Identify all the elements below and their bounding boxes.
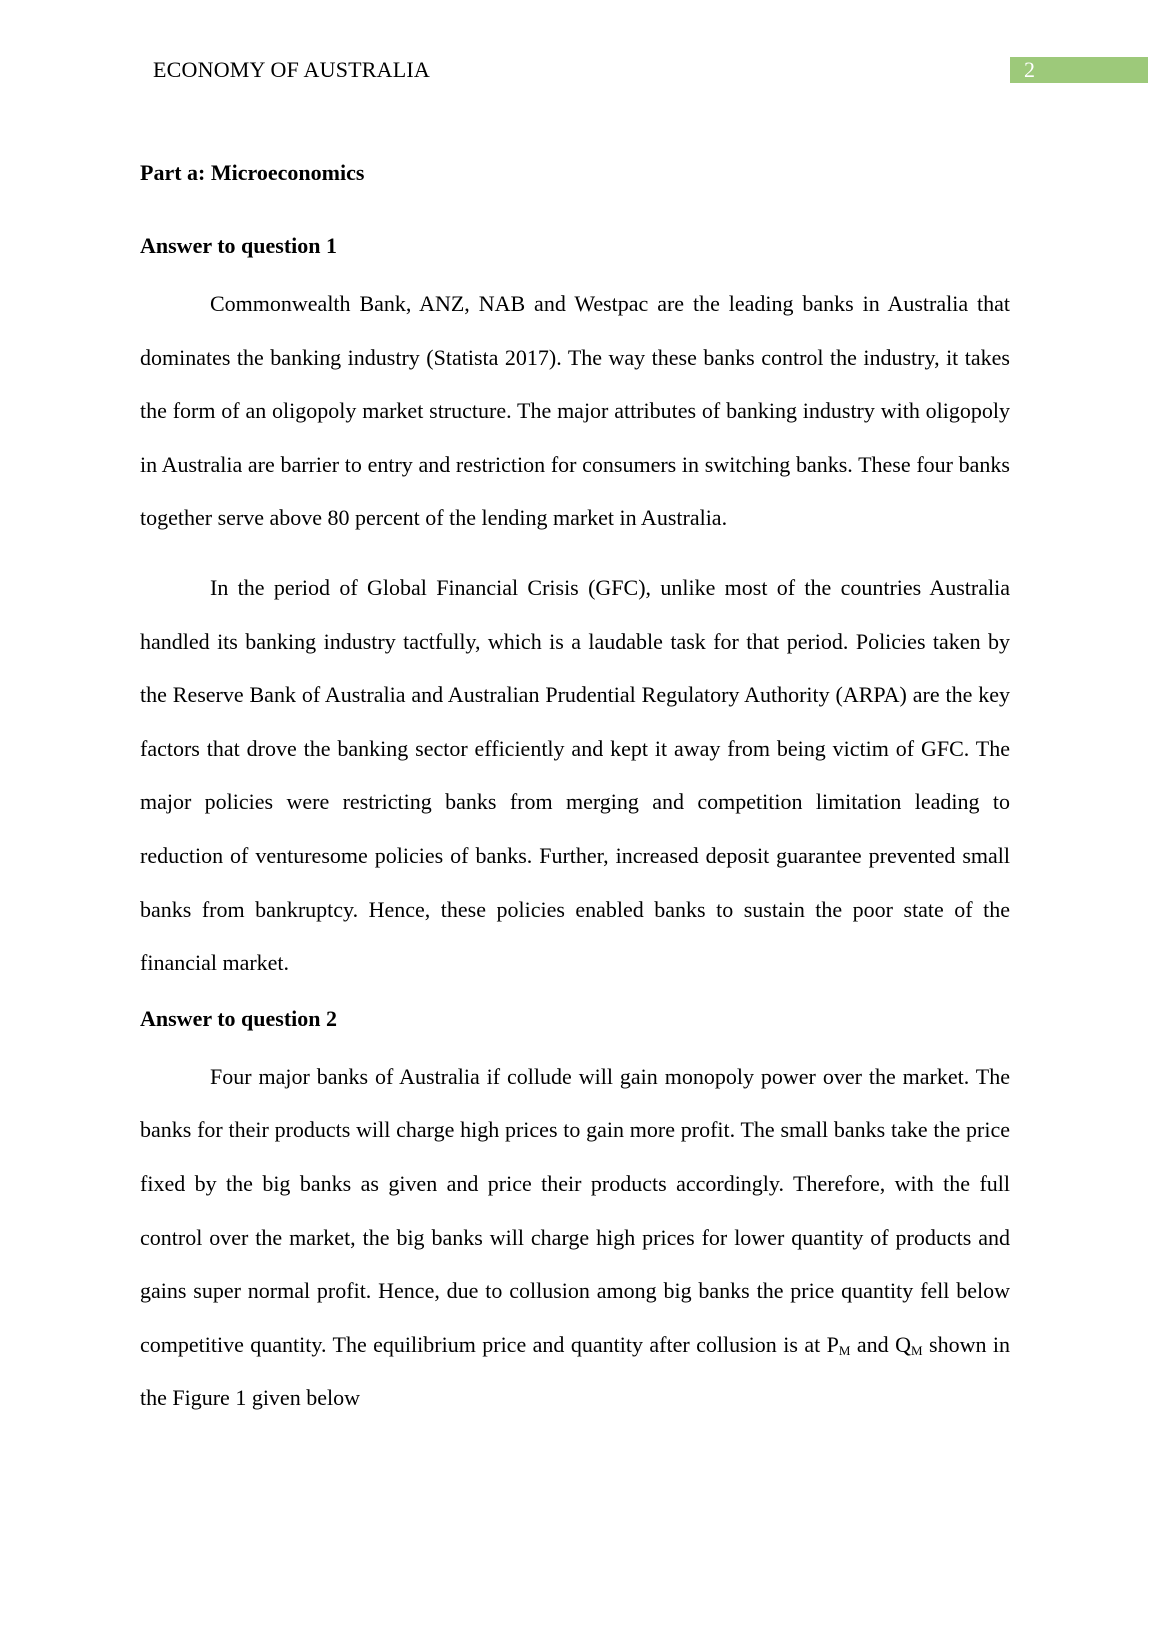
quantity-symbol: Q	[895, 1331, 912, 1357]
question-2-heading: Answer to question 2	[140, 1005, 338, 1031]
question-1-paragraph-2: In the period of Global Financial Crisis (GFC), unlike most of the countries Australia handled its banking industry tactfully, which is a laudable task for that period. Policies taken by the Reserve Bank of Australia and Australian Prudential Regulatory Authority (ARPA) are the key factors that drove the banking sector efficiently and kept it away from being victim of GFC. The major policies were restricting banks from merging and competition limitation leading to reduction of venturesome policies of banks. Further, increased deposit guarantee prevented small banks from bankruptcy. Hence, these policies enabled banks to sustain the poor state of the financial market.	[140, 574, 1010, 976]
price-symbol: P	[826, 1331, 839, 1357]
price-subscript: M	[838, 1342, 851, 1358]
connector-text: and	[850, 1331, 896, 1357]
question-2-paragraph-1	[140, 1050, 1010, 1425]
question-2-paragraph-tail: shown in the Figure 1 given below	[140, 1331, 1011, 1411]
quantity-subscript: M	[911, 1342, 923, 1358]
part-title: Part a: Microeconomics	[140, 160, 365, 185]
question-2-paragraph-text: Four major banks of Australia if collude will gain monopoly power over the market. The banks for their products will charge high prices to gain more profit. The small banks take the price fixed by the big banks as given and price their products accordingly. Therefore, with the full control over the market, the big banks will charge high prices for lower quantity of products and gains super normal profit. Hence, due to collusion among big banks the price quantity fell below competitive quantity. The equilibrium price and quantity after collusion is at	[140, 1063, 1010, 1357]
page-number: 2	[1010, 57, 1148, 83]
question-1-paragraph-1: Commonwealth Bank, ANZ, NAB and Westpac are the leading banks in Australia that dominates the banking industry (Statista 2017). The way these banks control the industry, it takes the form of an oligopoly market structure. The major attributes of banking industry with oligopoly in Australia are barrier to entry and restriction for consumers in switching banks. These four banks together serve above 80 percent of the lending market in Australia.	[140, 291, 1010, 531]
document-body	[140, 160, 1010, 1425]
running-head: ECONOMY OF AUSTRALIA	[153, 57, 430, 82]
question-1-heading: Answer to question 1	[140, 233, 338, 258]
